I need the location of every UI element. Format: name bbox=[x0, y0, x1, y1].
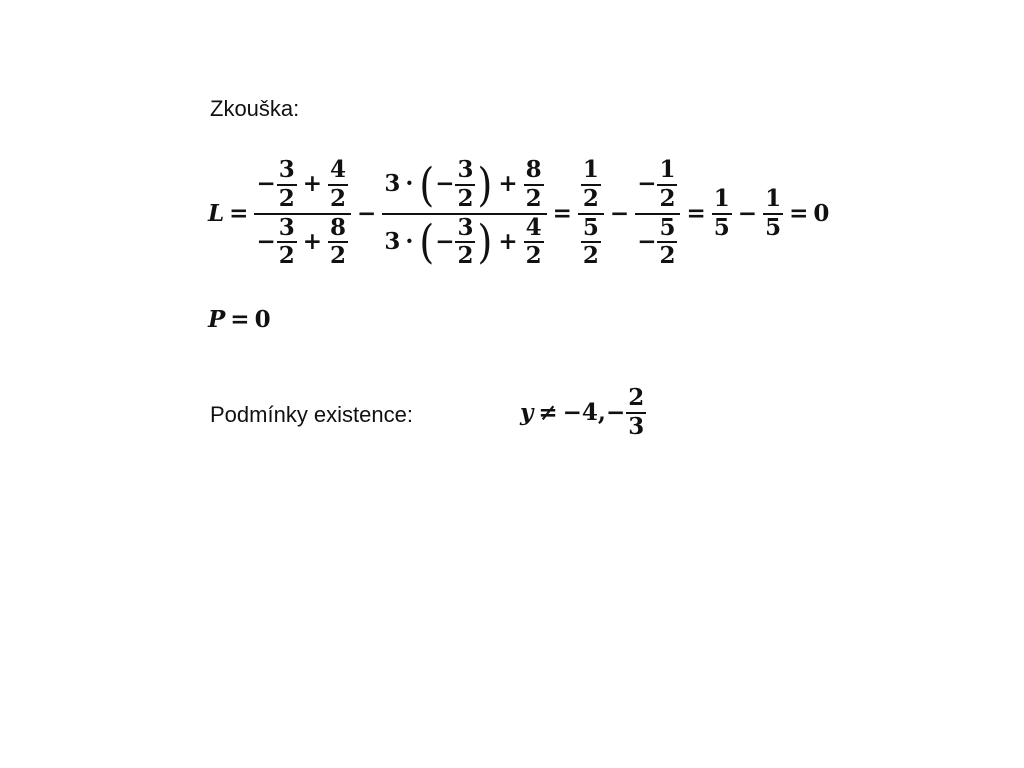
fraction-num: 8 bbox=[328, 216, 348, 244]
fraction bbox=[581, 158, 601, 212]
right-paren: ) bbox=[477, 216, 493, 269]
fraction bbox=[455, 158, 475, 212]
plus-sign: + bbox=[302, 228, 323, 256]
plus-sign: + bbox=[302, 170, 323, 198]
fraction-one-fifth bbox=[763, 184, 783, 241]
fraction-den: 2 bbox=[582, 184, 599, 212]
fraction bbox=[581, 213, 601, 270]
fraction-num: 3 bbox=[455, 158, 475, 186]
right-paren: ) bbox=[477, 158, 493, 212]
fraction-den: 2 bbox=[525, 184, 542, 212]
compound-numerator bbox=[635, 158, 680, 215]
coefficient: 3 bbox=[384, 170, 401, 198]
compound-denominator bbox=[578, 215, 604, 270]
minus-sign: − bbox=[605, 399, 626, 427]
fraction-den: 2 bbox=[457, 184, 474, 212]
fraction-den: 5 bbox=[713, 213, 730, 241]
not-equal-sign: ≠ bbox=[538, 399, 558, 427]
minus-sign: − bbox=[435, 170, 455, 198]
fraction bbox=[277, 213, 297, 270]
minus-sign: − bbox=[737, 200, 758, 228]
fraction bbox=[657, 158, 677, 212]
term1-denominator bbox=[254, 215, 351, 270]
heading-zkouska: Zkouška: bbox=[210, 96, 300, 121]
minus-sign: − bbox=[256, 228, 276, 256]
left-paren: ( bbox=[419, 216, 435, 269]
fraction-num: 2 bbox=[626, 386, 646, 414]
term1-fraction bbox=[254, 158, 351, 269]
left-side-symbol: L bbox=[208, 200, 225, 228]
fraction-den: 2 bbox=[330, 242, 347, 270]
existence-condition bbox=[520, 386, 647, 440]
fraction-den: 2 bbox=[525, 242, 542, 270]
fraction-num: 5 bbox=[581, 216, 601, 244]
compound-numerator bbox=[578, 158, 604, 215]
fraction bbox=[328, 158, 348, 212]
equals-sign: = bbox=[686, 200, 706, 228]
term1-numerator bbox=[254, 158, 351, 215]
fraction-num: 1 bbox=[763, 187, 783, 215]
fraction-den: 5 bbox=[765, 213, 782, 241]
step2-fraction-2 bbox=[635, 158, 680, 269]
fraction-num: 8 bbox=[524, 158, 544, 186]
term2-fraction bbox=[382, 158, 546, 269]
fraction-num: 1 bbox=[581, 158, 601, 186]
right-side-equation bbox=[208, 306, 271, 333]
fraction bbox=[277, 158, 297, 212]
step2-fraction-1 bbox=[578, 158, 604, 269]
dot-operator: · bbox=[405, 170, 414, 198]
fraction-den: 2 bbox=[278, 242, 295, 270]
minus-sign: − bbox=[609, 200, 630, 228]
fraction bbox=[657, 213, 677, 270]
right-side-symbol: P bbox=[208, 306, 226, 333]
plus-sign: + bbox=[498, 170, 518, 198]
fraction-num: 3 bbox=[277, 216, 297, 244]
fraction bbox=[524, 158, 544, 212]
fraction bbox=[328, 213, 348, 270]
equals-sign: = bbox=[229, 200, 249, 228]
condition-variable: y bbox=[520, 399, 534, 427]
fraction-one-fifth bbox=[712, 184, 732, 241]
fraction-den: 2 bbox=[582, 242, 599, 270]
term2-denominator bbox=[382, 215, 546, 270]
fraction-num: 5 bbox=[657, 216, 677, 244]
term2-numerator bbox=[382, 158, 546, 215]
plus-sign: + bbox=[498, 228, 518, 256]
fraction-num: 1 bbox=[712, 187, 732, 215]
compound-denominator bbox=[635, 215, 680, 270]
minus-sign: − bbox=[357, 200, 377, 228]
fraction-den: 2 bbox=[659, 242, 676, 270]
fraction-two-thirds bbox=[626, 386, 646, 440]
fraction-den: 2 bbox=[278, 184, 295, 212]
fraction-num: 3 bbox=[277, 158, 297, 186]
fraction-num: 4 bbox=[524, 216, 544, 244]
dot-operator: · bbox=[405, 228, 414, 256]
left-side-equation bbox=[208, 158, 829, 269]
fraction bbox=[455, 213, 475, 270]
equals-sign: = bbox=[789, 200, 809, 228]
minus-sign: − bbox=[637, 170, 657, 198]
fraction-den: 2 bbox=[659, 184, 676, 212]
equation-result: 0 bbox=[813, 200, 830, 228]
fraction bbox=[524, 213, 544, 270]
fraction-num: 3 bbox=[455, 216, 475, 244]
fraction-den: 3 bbox=[628, 412, 645, 440]
fraction-num: 1 bbox=[657, 158, 677, 186]
equals-sign: = bbox=[230, 306, 250, 333]
conditions-label: Podmínky existence: bbox=[210, 402, 413, 427]
fraction-den: 2 bbox=[330, 184, 347, 212]
fraction-den: 2 bbox=[457, 242, 474, 270]
minus-sign: − bbox=[256, 170, 276, 198]
right-side-value: 0 bbox=[254, 306, 271, 333]
minus-sign: − bbox=[637, 228, 657, 256]
minus-sign: − bbox=[435, 228, 455, 256]
left-paren: ( bbox=[419, 158, 435, 212]
coefficient: 3 bbox=[384, 228, 401, 256]
condition-first-value: −4, bbox=[562, 399, 606, 427]
fraction-num: 4 bbox=[328, 158, 348, 186]
equals-sign: = bbox=[552, 200, 572, 228]
